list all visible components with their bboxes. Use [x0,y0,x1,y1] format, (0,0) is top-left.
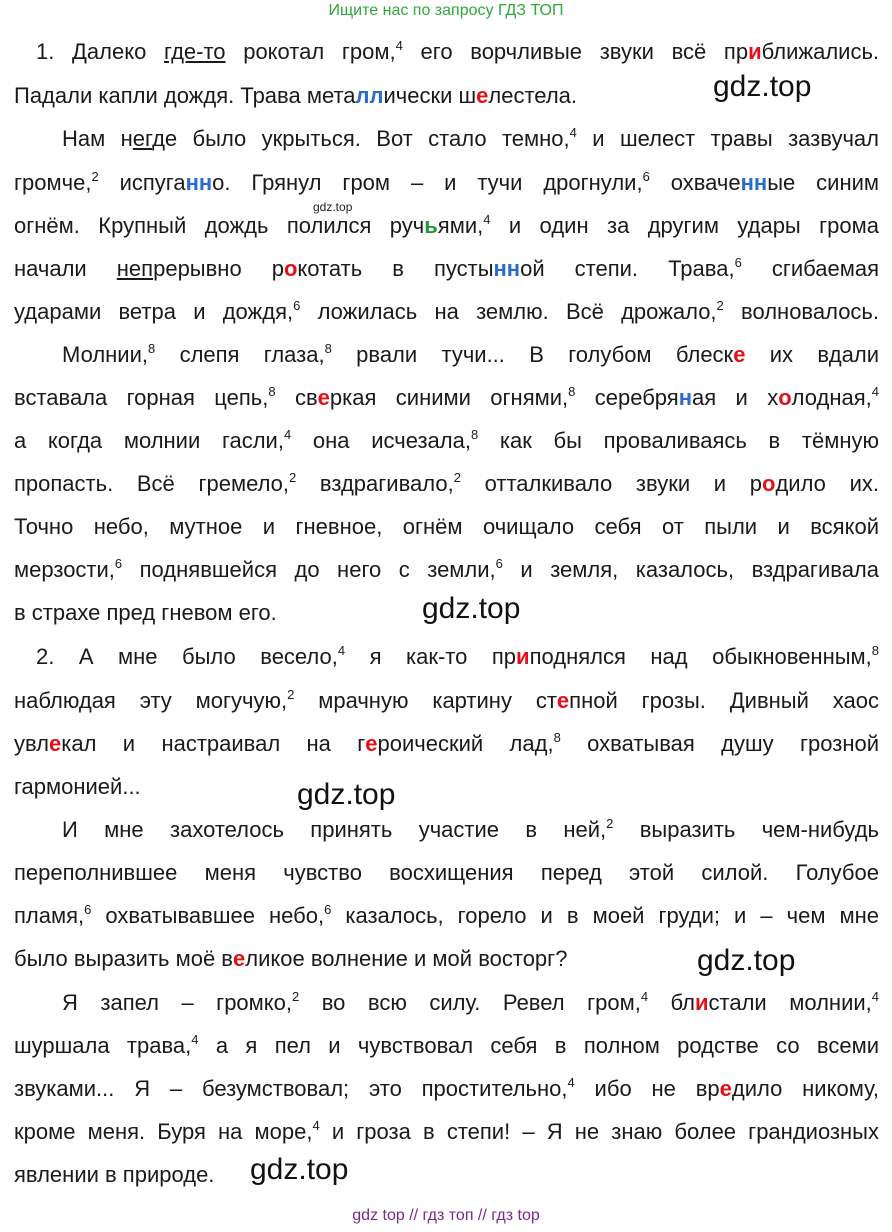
text-line: а когда молнии гасли,$^4$ она исчезала,$^8$ как бы проваливаясь в тёмную [14,427,880,453]
text-line: пропасть. Всё гремело,$^2$ вздрагивало,$^2$ отталкивало звуки и родило их. [14,470,879,496]
text-line: Точно небо, мутное и гневное, огнём очищало себя от пыли и всякой [14,514,879,539]
text-line: звуками... Я – безумствовал; это простительно,$^4$ ибо не вредило никому, [14,1075,879,1101]
text-line: увлекал и настраивал на героический лад,$^8$ охватывая душу грозной [14,730,879,756]
text-line: Нам негде было укрыться. Вот стало темно,$^4$ и шелест травы зазвучал [62,125,879,151]
watermark: gdz.top [697,944,796,977]
text-line: было выразить моё великое волнение и мой восторг? [14,946,568,971]
text-line: 2. А мне было весело,$^4$ я как-то приподнялся над обыкновенным,$^8$ [36,643,880,669]
watermark-small: gdz.top [313,200,353,214]
text-line: громче,$^2$ испуганно. Грянул гром – и тучи дрогнули,$^6$ охваченные синим [14,169,880,195]
text-line: вставала горная цепь,$^8$ сверкая синими огнями,$^8$ серебряная и холодная,$^4$ [14,384,879,410]
text-line: огнём. Крупный дождь полился ручьями,$^4$ и один за другим удары грома [14,212,879,238]
watermark: gdz.top [297,778,396,811]
watermark: gdz.top [250,1153,349,1186]
text-line: Я запел – громко,$^2$ во всю силу. Ревел гром,$^4$ блистали молнии,$^4$ [62,989,880,1015]
text-line: переполнившее меня чувство восхищения перед этой силой. Голубое [14,860,879,885]
text-line: ударами ветра и дождя,$^6$ ложилась на землю. Всё дрожало,$^2$ волновалось. [14,298,880,324]
text-line: кроме меня. Буря на море,$^4$ и гроза в степи! – Я не знаю более грандиозных [14,1118,879,1144]
text-line: пламя,$^6$ охватывавшее небо,$^6$ казалось, горело и в моей груди; и – чем мне [14,902,879,928]
text-line: мерзости,$^6$ поднявшейся до него с земли,$^6$ и земля, казалось, вздрагивала [14,556,879,582]
text-line: явлении в природе. [14,1162,215,1187]
watermark: gdz.top [713,70,812,103]
text-line: И мне захотелось принять участие в ней,$^2$ выразить чем-нибудь [62,816,879,842]
footer-links: gdz top // гдз топ // гдз top [352,1207,540,1224]
text-line: шуршала трава,$^4$ а я пел и чувствовал себя в полном родстве со всеми [14,1032,879,1058]
text-line: Молнии,$^8$ слепя глаза,$^8$ рвали тучи... В голубом блеске их вдали [62,341,879,367]
text-line: Падали капли дождя. Трава металлически шелестела. [14,83,577,108]
text-line: 1. Далеко где-то рокотал гром,$^4$ его ворчливые звуки всё приближались. [36,38,880,64]
text-line: гармонией... [14,774,141,799]
watermark: gdz.top [422,592,521,625]
text-line: в страхе пред гневом его. [14,600,277,625]
text-line: начали непрерывно рокотать в пустынной степи. Трава,$^6$ сгибаемая [14,255,879,281]
text-line: наблюдая эту могучую,$^2$ мрачную картину степной грозы. Дивный хаос [14,687,879,713]
header-hint: Ищите нас по запросу ГДЗ ТОП [328,2,564,19]
